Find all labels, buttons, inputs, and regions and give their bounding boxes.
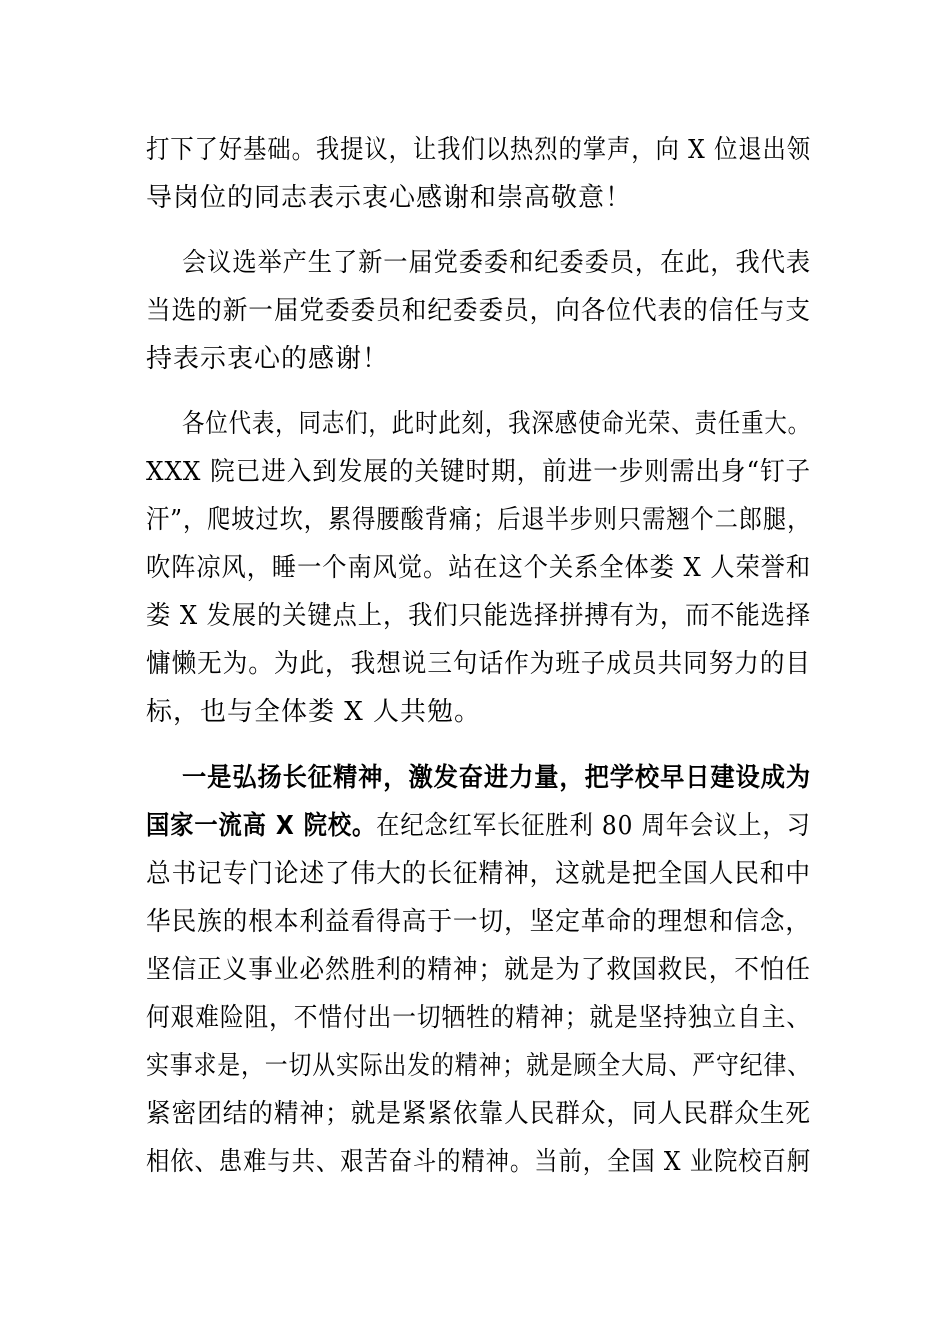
paragraph-4-line-6: 何艰难险阻，不惜付出一切牺牲的精神；就是坚持独立自主、 xyxy=(146,1003,812,1033)
paragraph-4-line-7: 实事求是，一切从实际出发的精神；就是顾全大局、严守纪律、 xyxy=(146,1051,811,1081)
paragraph-3-line-5: 娄 X 发展的关键点上，我们只能选择拼搏有为，而不能选择 xyxy=(146,601,812,631)
paragraph-1-line-2: 导岗位的同志表示衷心感谢和崇高敬意！ xyxy=(146,183,633,213)
paragraph-4-heading-line-1: 一是弘扬长征精神，激发奋进力量，把学校早日建设成为 xyxy=(182,763,812,793)
paragraph-4-line-8: 紧密团结的精神；就是紧紧依靠人民群众，同人民群众生死 xyxy=(146,1099,812,1129)
paragraph-3-line-7: 标，也与全体娄 X 人共勉。 xyxy=(146,697,482,727)
paragraph-4-line-5: 坚信正义事业必然胜利的精神；就是为了救国救民，不怕任 xyxy=(146,955,812,985)
paragraph-4-line-4: 华民族的根本利益看得高于一切，坚定革命的理想和信念， xyxy=(146,907,812,937)
paragraph-2-line-3: 持表示衷心的感谢！ xyxy=(146,344,390,374)
paragraph-4-line-9: 相依、患难与共、艰苦奋斗的精神。当前，全国 X 业院校百舸 xyxy=(146,1147,812,1177)
paragraph-3-line-4: 吹阵凉风，睡一个南风觉。站在这个关系全体娄 X 人荣誉和 xyxy=(146,553,812,583)
paragraph-3-line-6: 慵懒无为。为此，我想说三句话作为班子成员共同努力的目 xyxy=(146,649,812,679)
paragraph-2-line-1: 会议选举产生了新一届党委委和纪委委员，在此，我代表 xyxy=(182,248,812,278)
paragraph-4-line-2 xyxy=(146,810,811,842)
paragraph-1-line-1: 打下了好基础。我提议，让我们以热烈的掌声，向 X 位退出领 xyxy=(146,135,812,165)
paragraph-3-line-3: 汗”，爬坡过坎，累得腰酸背痛；后退半步则只需翘个二郎腿， xyxy=(146,505,812,535)
paragraph-2-line-2: 当选的新一届党委委员和纪委委员，向各位代表的信任与支 xyxy=(146,296,812,326)
paragraph-4-line-2-text: 在纪念红军长征胜利 80 周年会议上，习 xyxy=(376,811,811,841)
paragraph-3-line-1: 各位代表，同志们，此时此刻，我深感使命光荣、责任重大。 xyxy=(182,409,811,439)
paragraph-3-line-2: XXX 院已进入到发展的关键时期，前进一步则需出身“钉子 xyxy=(146,457,812,487)
paragraph-4-heading-line-2: 国家一流高 X 院校。 xyxy=(146,811,377,841)
paragraph-4-line-3: 总书记专门论述了伟大的长征精神，这就是把全国人民和中 xyxy=(146,859,812,889)
